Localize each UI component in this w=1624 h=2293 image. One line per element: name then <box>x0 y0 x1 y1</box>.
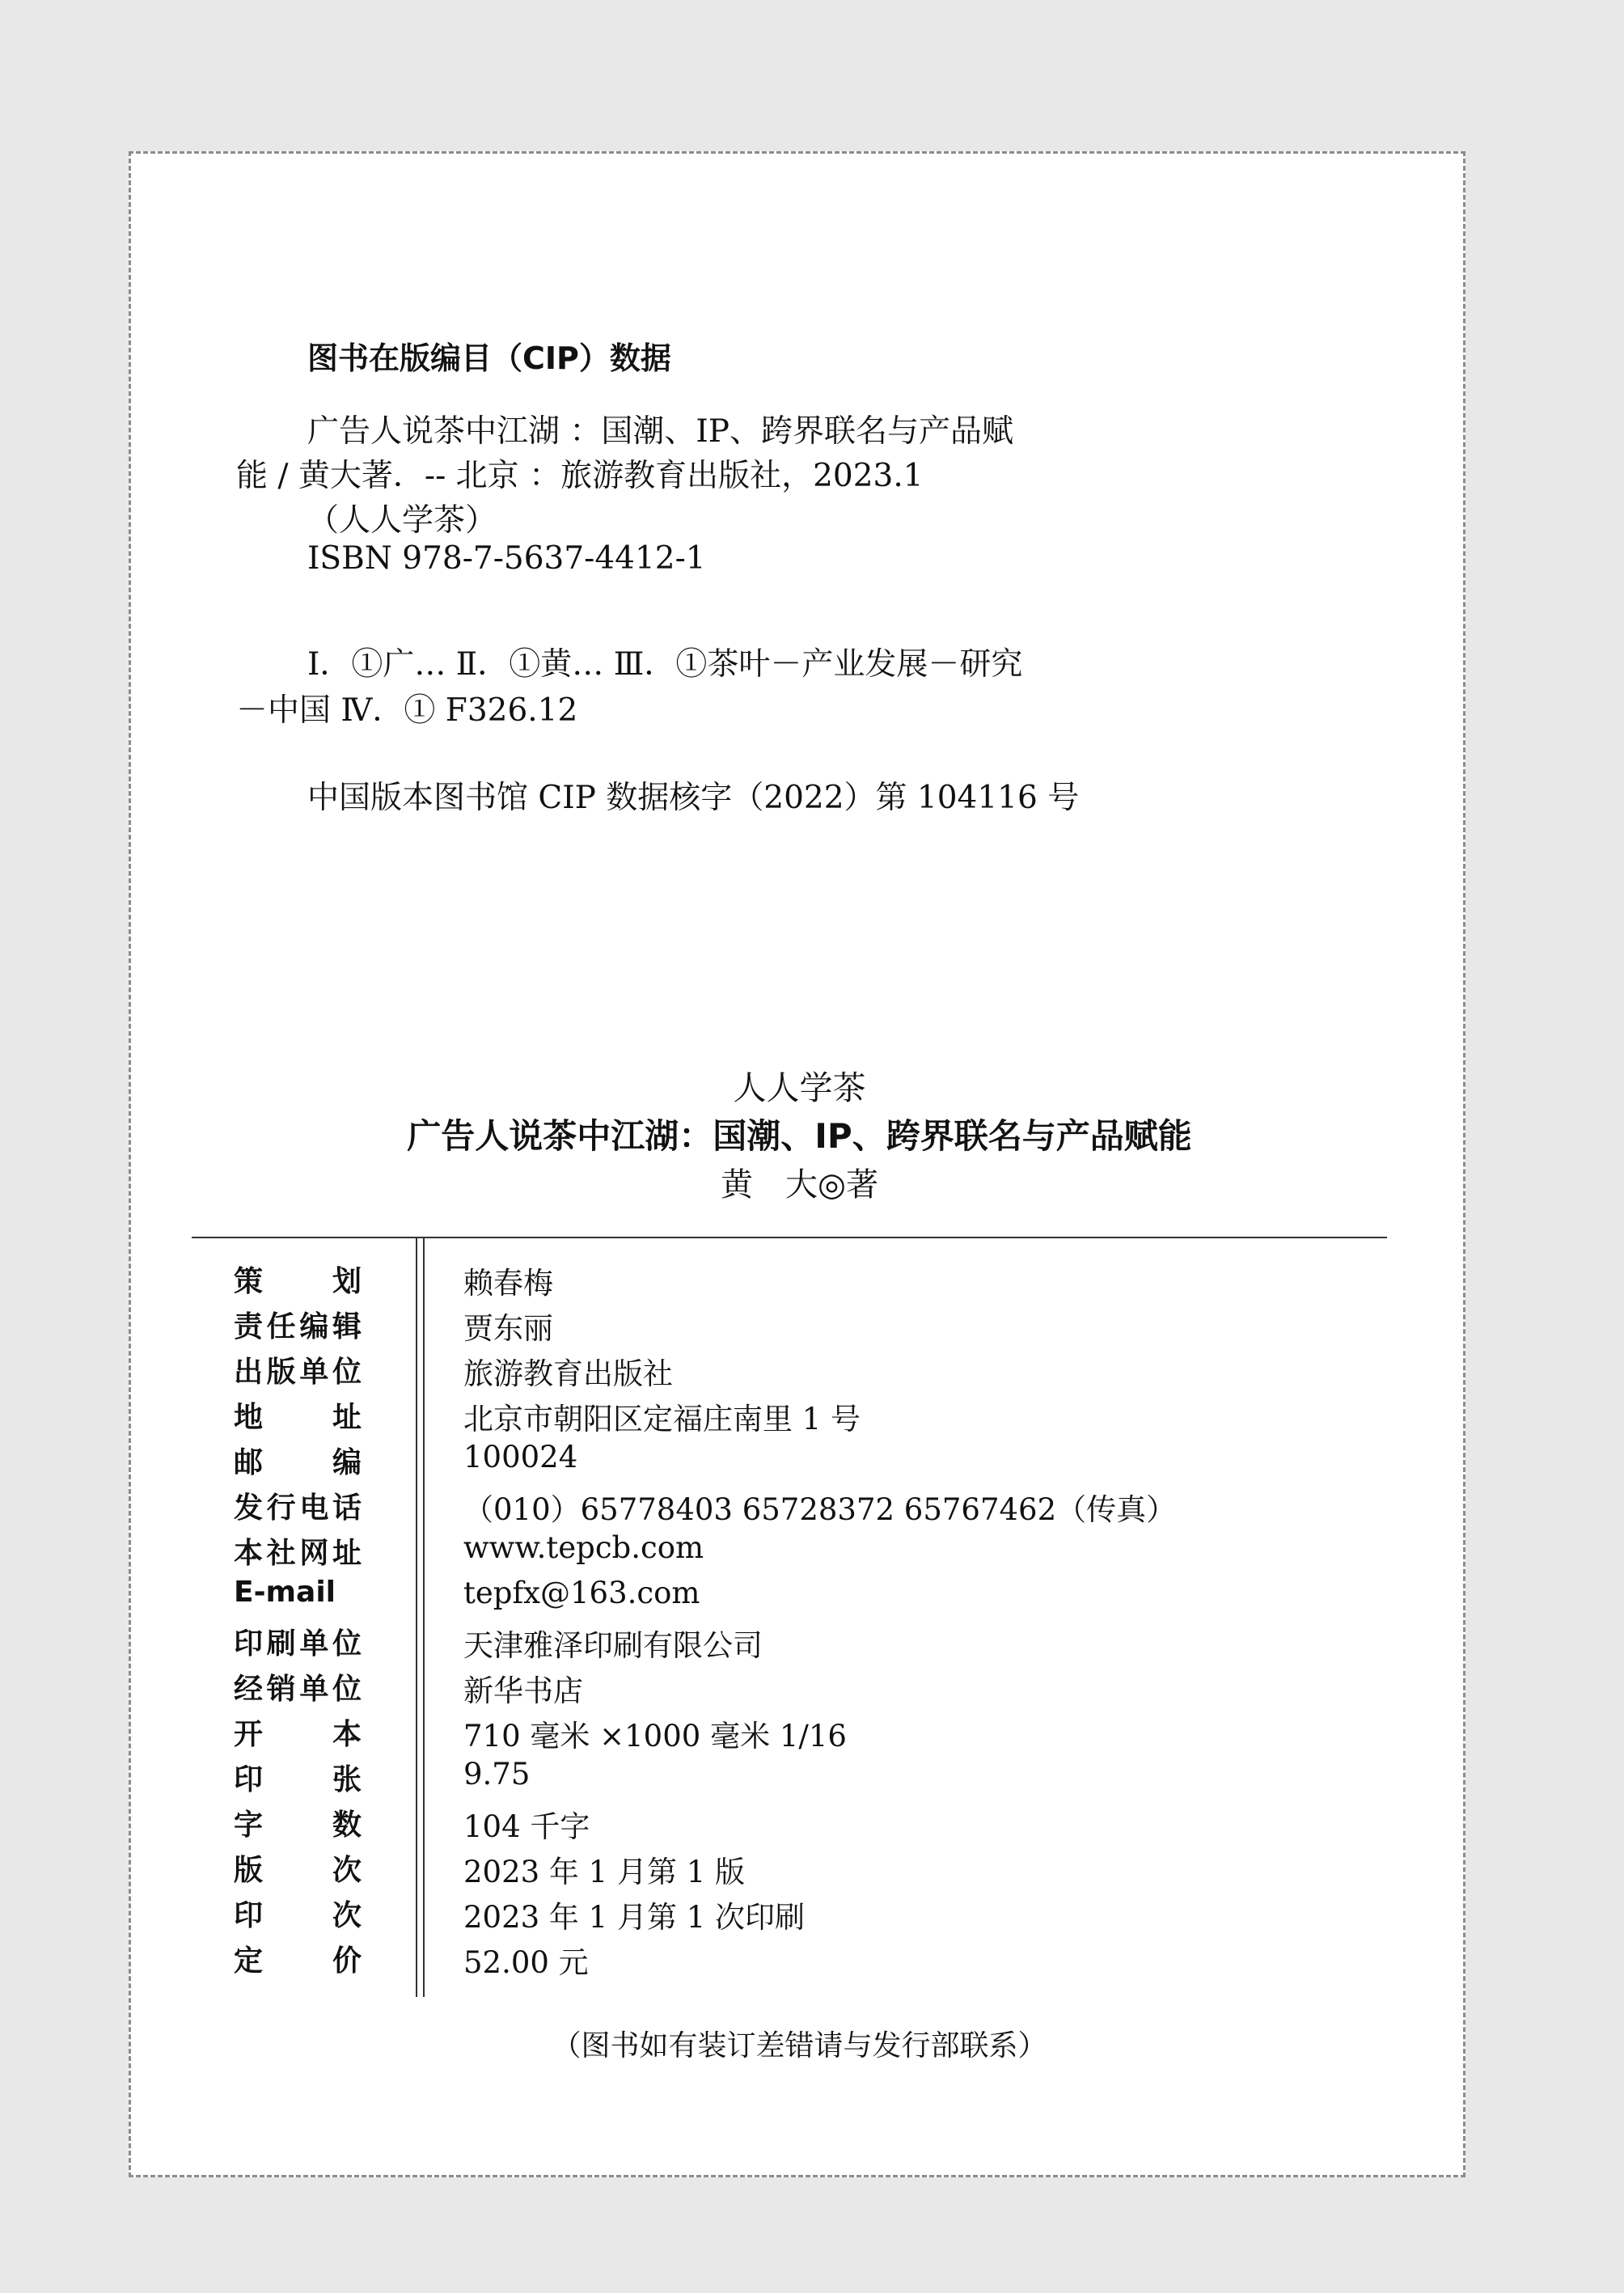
info-value: 104 千字 <box>463 1809 590 1844</box>
horizontal-divider <box>192 1237 1387 1238</box>
cip-subject-line-cont: －中国 Ⅳ．① F326.12 <box>236 692 578 729</box>
info-label: 发行电话 <box>234 1491 362 1525</box>
info-row-sheets <box>131 1757 1468 1802</box>
info-value: 天津雅泽印刷有限公司 <box>463 1628 763 1663</box>
info-label: 印 次 <box>234 1899 362 1932</box>
info-label: 印刷单位 <box>234 1627 362 1661</box>
info-value: 北京市朝阳区定福庄南里 1 号 <box>463 1402 861 1436</box>
info-label: 邮 编 <box>234 1446 362 1479</box>
info-row-printing <box>131 1893 1468 1938</box>
info-label: E-mail <box>234 1576 336 1609</box>
info-label: 地 址 <box>234 1401 362 1434</box>
info-value: 52.00 元 <box>463 1945 589 1980</box>
info-label: 印 张 <box>234 1763 362 1796</box>
info-value: 2023 年 1 月第 1 版 <box>463 1855 746 1889</box>
info-value: 100024 <box>463 1440 578 1474</box>
info-row-distributor <box>131 1666 1468 1711</box>
info-row-postcode <box>131 1440 1468 1485</box>
info-row-publisher <box>131 1349 1468 1394</box>
info-row-address <box>131 1394 1468 1440</box>
info-value: 新华书店 <box>463 1673 583 1708</box>
cip-verification-line: 中国版本图书馆 CIP 数据核字（2022）第 104116 号 <box>307 780 1080 816</box>
info-label: 策 划 <box>234 1265 362 1298</box>
info-row-printer <box>131 1621 1468 1666</box>
cip-isbn-line: ISBN 978-7-5637-4412-1 <box>307 540 706 577</box>
info-label: 字 数 <box>234 1809 362 1842</box>
info-row-edition <box>131 1847 1468 1893</box>
series-title: 人人学茶 <box>733 1068 866 1107</box>
info-label: 定 价 <box>234 1944 362 1978</box>
info-label: 本社网址 <box>234 1537 362 1570</box>
info-value: 2023 年 1 月第 1 次印刷 <box>463 1900 806 1935</box>
copyright-page <box>129 151 1465 2177</box>
info-row-phone <box>131 1485 1468 1530</box>
footer-note: （图书如有装订差错请与发行部联系） <box>552 2029 1047 2062</box>
info-label: 经销单位 <box>234 1673 362 1706</box>
info-row-email <box>131 1576 1468 1621</box>
info-label: 出版单位 <box>234 1356 362 1389</box>
info-row-planning <box>131 1259 1468 1304</box>
info-label: 版 次 <box>234 1854 362 1887</box>
cip-heading: 图书在版编目（CIP）数据 <box>307 341 671 376</box>
info-row-wordcount <box>131 1802 1468 1847</box>
cip-subject-line: Ⅰ．①广… Ⅱ．①黄… Ⅲ．①茶叶－产业发展－研究 <box>307 646 1023 683</box>
info-row-format <box>131 1711 1468 1757</box>
cip-series-line: （人人学茶） <box>307 502 497 539</box>
info-value: 710 毫米 ×1000 毫米 1/16 <box>463 1719 847 1754</box>
info-value: 旅游教育出版社 <box>463 1356 673 1391</box>
cip-title-line: 广告人说茶中江湖 ：国潮、IP、跨界联名与产品赋 <box>307 413 1014 450</box>
author-line: 黄 大◎著 <box>721 1166 878 1204</box>
info-label: 责任编辑 <box>234 1310 362 1343</box>
book-title: 广告人说茶中江湖：国潮、IP、跨界联名与产品赋能 <box>407 1116 1192 1156</box>
info-value: 赖春梅 <box>463 1266 553 1301</box>
info-row-website <box>131 1530 1468 1576</box>
info-value: 9.75 <box>463 1757 531 1792</box>
info-value: （010）65778403 65728372 65767462（传真） <box>463 1492 1177 1527</box>
info-row-price <box>131 1938 1468 1983</box>
info-label: 开 本 <box>234 1718 362 1751</box>
cip-title-line-cont: 能 / 黄大著．-- 北京 ：旅游教育出版社，2023.1 <box>236 458 924 494</box>
info-row-editor <box>131 1304 1468 1349</box>
info-value: tepfx@163.com <box>463 1576 700 1610</box>
info-value: 贾东丽 <box>463 1311 553 1346</box>
info-value: www.tepcb.com <box>463 1530 704 1565</box>
